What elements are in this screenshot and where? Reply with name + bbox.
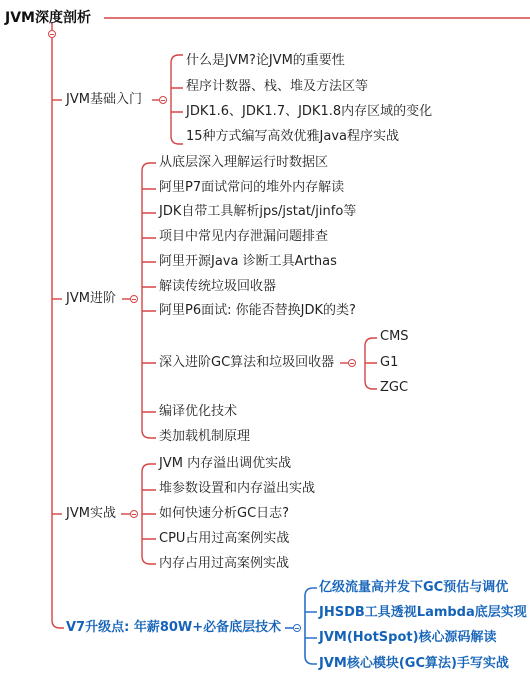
list-item[interactable]: 阿里P7面试常问的堆外内存解读 (159, 180, 345, 195)
list-item[interactable]: 堆参数设置和内存溢出实战 (159, 481, 316, 496)
gc-collapse-icon[interactable] (348, 359, 356, 367)
list-item[interactable]: 从底层深入理解运行时数据区 (159, 155, 329, 170)
branch-label-v7-upgrade[interactable]: V7升级点: 年薪80W+必备底层技术 (66, 620, 282, 635)
branch3-collapse-icon[interactable] (130, 510, 138, 518)
root-collapse-icon[interactable] (48, 30, 56, 38)
branch-label-jvm-basics[interactable]: JVM基础入门 (66, 92, 142, 107)
list-item[interactable]: 什么是JVM?论JVM的重要性 (186, 53, 345, 68)
list-item[interactable]: JVM(HotSpot)核心源码解读 (319, 630, 497, 645)
root-title[interactable]: JVM深度剖析 (5, 10, 91, 26)
list-item[interactable]: 程序计数器、栈、堆及方法区等 (186, 79, 369, 94)
list-item-gc[interactable]: 深入进阶GC算法和垃圾回收器 (159, 355, 335, 370)
list-item[interactable]: 如何快速分析GC日志? (159, 506, 290, 521)
branch-label-jvm-advanced[interactable]: JVM进阶 (66, 291, 116, 306)
list-item[interactable]: 亿级流量高并发下GC预估与调优 (319, 580, 509, 595)
list-item[interactable]: JHSDB工具透视Lambda底层实现 (319, 605, 527, 620)
branch2-collapse-icon[interactable] (130, 295, 138, 303)
list-item[interactable]: JVM核心模块(GC算法)手写实战 (319, 656, 509, 671)
gc-child-item[interactable]: ZGC (380, 380, 409, 395)
list-item[interactable]: 15种方式编写高效优雅Java程序实战 (186, 129, 400, 144)
list-item[interactable]: 阿里P6面试: 你能否替换JDK的类? (159, 303, 356, 318)
branch1-collapse-icon[interactable] (159, 96, 167, 104)
list-item[interactable]: 编译优化技术 (159, 404, 238, 419)
list-item[interactable]: JDK1.6、JDK1.7、JDK1.8内存区域的变化 (186, 104, 433, 119)
list-item[interactable]: 解读传统垃圾回收器 (159, 279, 277, 294)
gc-child-item[interactable]: CMS (380, 329, 409, 344)
list-item[interactable]: 内存占用过高案例实战 (159, 556, 290, 571)
list-item[interactable]: JDK自带工具解析jps/jstat/jinfo等 (159, 204, 357, 219)
list-item[interactable]: 类加载机制原理 (159, 429, 251, 444)
branch-label-jvm-practice[interactable]: JVM实战 (66, 506, 116, 521)
list-item[interactable]: 项目中常见内存泄漏问题排查 (159, 229, 329, 244)
gc-child-item[interactable]: G1 (380, 355, 399, 370)
list-item[interactable]: JVM 内存溢出调优实战 (159, 456, 292, 471)
list-item[interactable]: 阿里开源Java 诊断工具Arthas (159, 254, 337, 269)
branch4-collapse-icon[interactable] (293, 624, 301, 632)
list-item[interactable]: CPU占用过高案例实战 (159, 531, 290, 546)
